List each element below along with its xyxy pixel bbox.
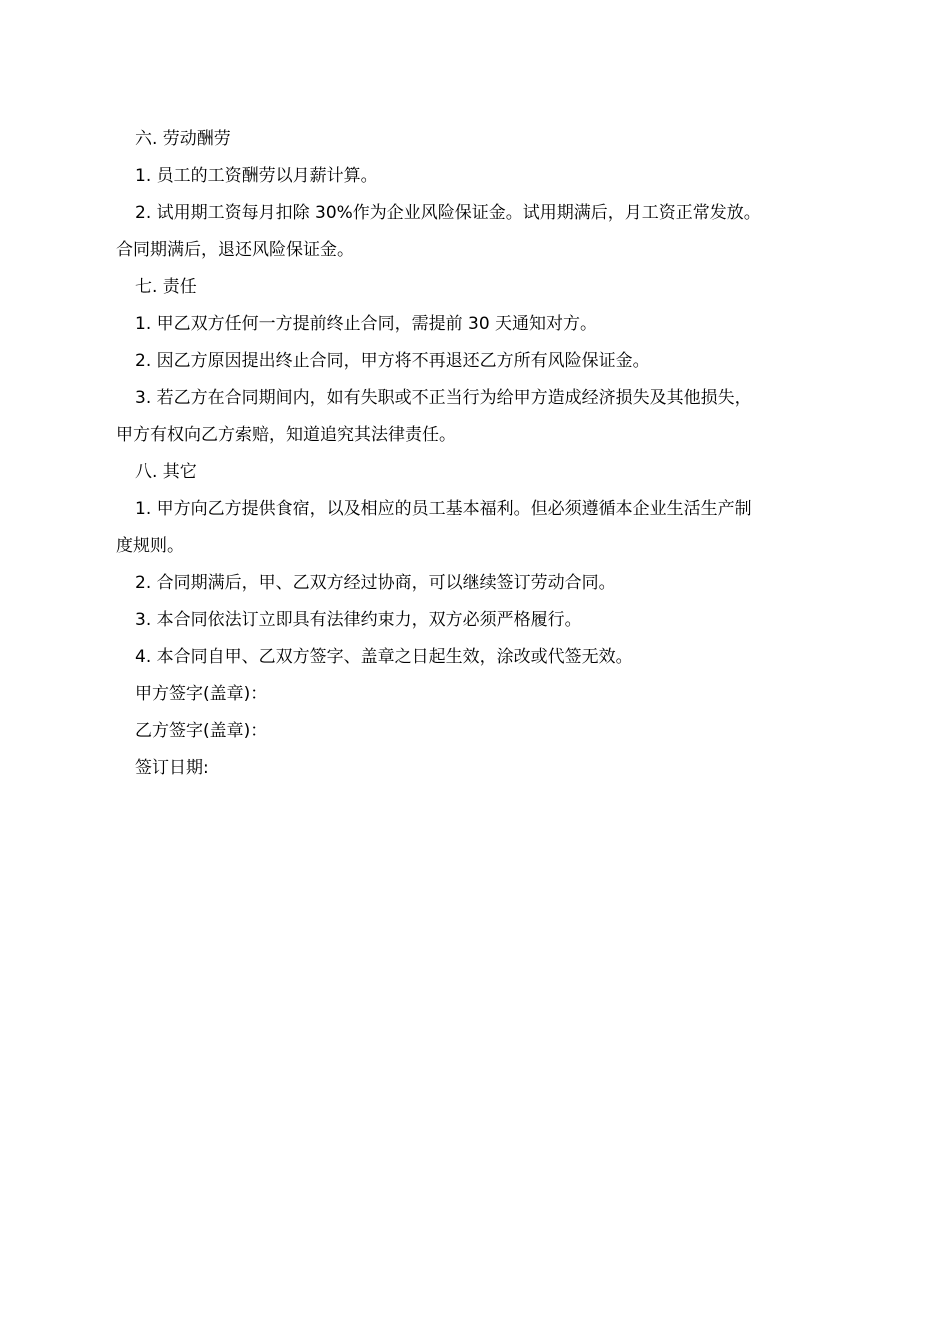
section-8-item-4: 4. 本合同自甲、乙双方签字、盖章之日起生效，涂改或代签无效。 <box>135 647 633 667</box>
section-7-item-2: 2. 因乙方原因提出终止合同，甲方将不再退还乙方所有风险保证金。 <box>135 351 650 371</box>
signing-date: 签订日期: <box>135 758 209 778</box>
section-7-item-1: 1. 甲乙双方任何一方提前终止合同，需提前 30 天通知对方。 <box>135 314 598 334</box>
section-6-item-2-line-1: 2. 试用期工资每月扣除 30%作为企业风险保证金。试用期满后，月工资正常发放。 <box>135 203 761 223</box>
section-heading-8: 八. 其它 <box>135 462 197 482</box>
section-8-item-1-line-2: 度规则。 <box>116 536 184 556</box>
section-7-item-3 <box>116 380 836 454</box>
section-6-item-2 <box>116 195 836 269</box>
contract-body <box>116 121 836 787</box>
section-8-item-3: 3. 本合同依法订立即具有法律约束力，双方必须严格履行。 <box>135 610 582 630</box>
section-7-item-3-line-1: 3. 若乙方在合同期间内，如有失职或不正当行为给甲方造成经济损失及其他损失， <box>135 388 752 408</box>
section-8-item-1-line-1: 1. 甲方向乙方提供食宿，以及相应的员工基本福利。但必须遵循本企业生活生产制 <box>135 499 752 519</box>
section-8-item-2: 2. 合同期满后，甲、乙双方经过协商，可以继续签订劳动合同。 <box>135 573 616 593</box>
section-heading-7: 七. 责任 <box>135 277 197 297</box>
section-6-item-1: 1. 员工的工资酬劳以月薪计算。 <box>135 166 378 186</box>
section-6-item-2-line-2: 合同期满后，退还风险保证金。 <box>116 240 354 260</box>
section-7-item-3-line-2: 甲方有权向乙方索赔，知道追究其法律责任。 <box>116 425 456 445</box>
signature-party-a: 甲方签字(盖章)： <box>135 684 268 704</box>
section-heading-6: 六. 劳动酬劳 <box>135 129 231 149</box>
section-8-item-1 <box>116 491 836 565</box>
signature-party-b: 乙方签字(盖章)： <box>135 721 268 741</box>
